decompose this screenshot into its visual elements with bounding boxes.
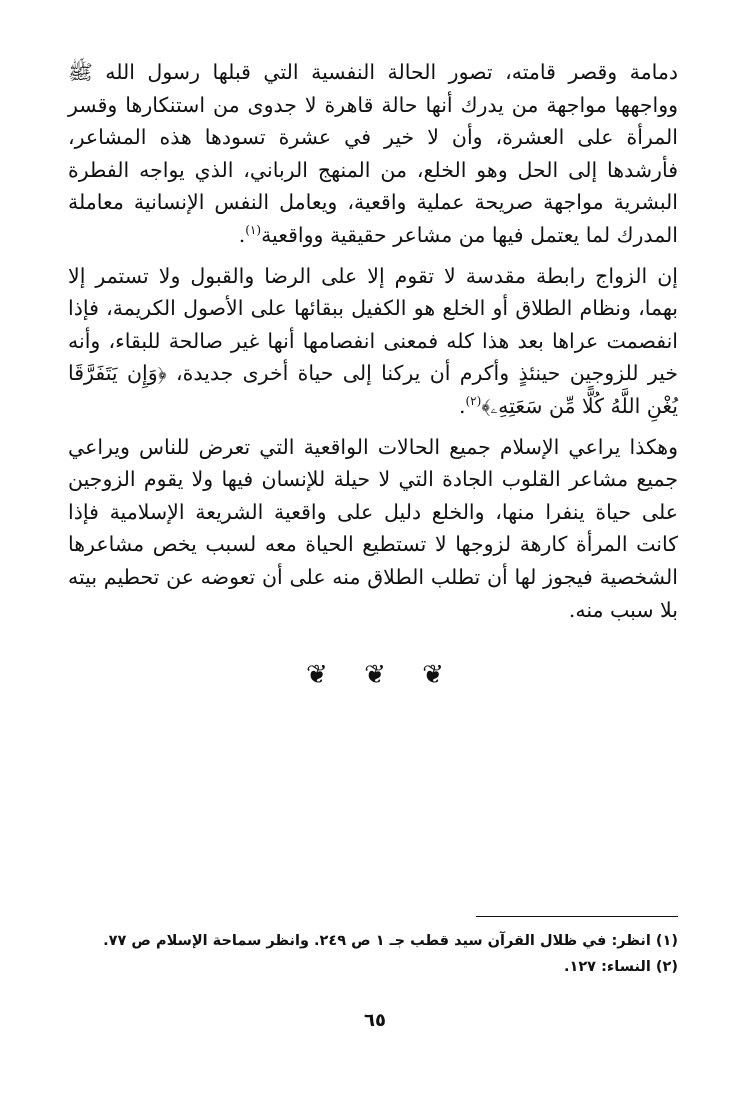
footnote-separator-rule xyxy=(476,916,678,917)
floral-ornament-icon: ❦ xyxy=(422,660,444,690)
page-body xyxy=(68,56,678,626)
footnotes xyxy=(68,928,678,980)
section-divider-ornaments xyxy=(0,660,750,690)
footnote-ref-1[interactable]: (١) xyxy=(245,223,262,238)
paragraph-3-text: وهكذا يراعي الإسلام جميع الحالات الواقعية التي تعرض للناس ويراعي جميع مشاعر القلوب الجادة التي لا حيلة للإنسان فيها ولا يقوم الزوجين على حياة ينفرا منها، والخلع دليل على واقعية الشريعة الإسلامية فإذا كانت المرأة كارهة لزوجها لا تستطيع الحياة معه لسبب يخص مشاعرها الشخصية فيجوز لها أن تطلب الطلاق منه على أن تعوضه عن تحطيم بيته بلا سبب منه. xyxy=(68,434,679,622)
floral-ornament-icon: ❦ xyxy=(306,660,328,690)
footnote-1: (١) انظر: في ظلال القرآن سيد قطب جـ ١ ص ٢٤٩. وانظر سماحة الإسلام ص ٧٧. xyxy=(103,933,678,949)
paragraph-1 xyxy=(68,56,678,252)
footnote-2: (٢) النساء: ١٢٧. xyxy=(563,959,678,975)
paragraph-2-tail: . xyxy=(458,393,466,418)
page-number: ٦٥ xyxy=(364,1010,386,1031)
footnote-ref-2[interactable]: (٢) xyxy=(465,394,482,409)
paragraph-1-text: دمامة وقصر قامته، تصور الحالة النفسية التي قبلها رسول الله ﷺ وواجهها مواجهة من يدرك أنها حالة قاهرة لا جدوى من استنكارها وقسر المرأة على العشرة، وأن لا خير في عشرة تسودها هذه المشاعر، فأرشدها إلى الحل وهو الخلع، من المنهج الرباني، الذي يواجه الفطرة البشرية مواجهة صريحة عملية واقعية، ويعامل النفس الإنسانية معاملة المدرك لما يعتمل فيها من مشاعر حقيقية وواقعية xyxy=(68,60,678,247)
paragraph-2 xyxy=(68,260,678,423)
paragraph-3 xyxy=(68,431,678,627)
paragraph-2-text: إن الزواج رابطة مقدسة لا تقوم إلا على الرضا والقبول ولا تستمر إلا بهما، ونظام الطلاق أو الخلع هو الكفيل ببقائها على الأصول الكريمة، فإذا انفصمت عراها بعد هذا كله فمعنى انفصامها أنها غير صالحة للبقاء، وأنه خير للزوجين حينئذٍ وأكرم أن يركنا إلى حياة أخرى جديدة، ﴿وَإِن يَتَفَرَّقَا يُغْنِ اللَّهُ كُلًّا مِّن سَعَتِهِۦ﴾ xyxy=(68,263,678,418)
floral-ornament-icon: ❦ xyxy=(364,660,386,690)
paragraph-1-tail: . xyxy=(238,222,246,247)
